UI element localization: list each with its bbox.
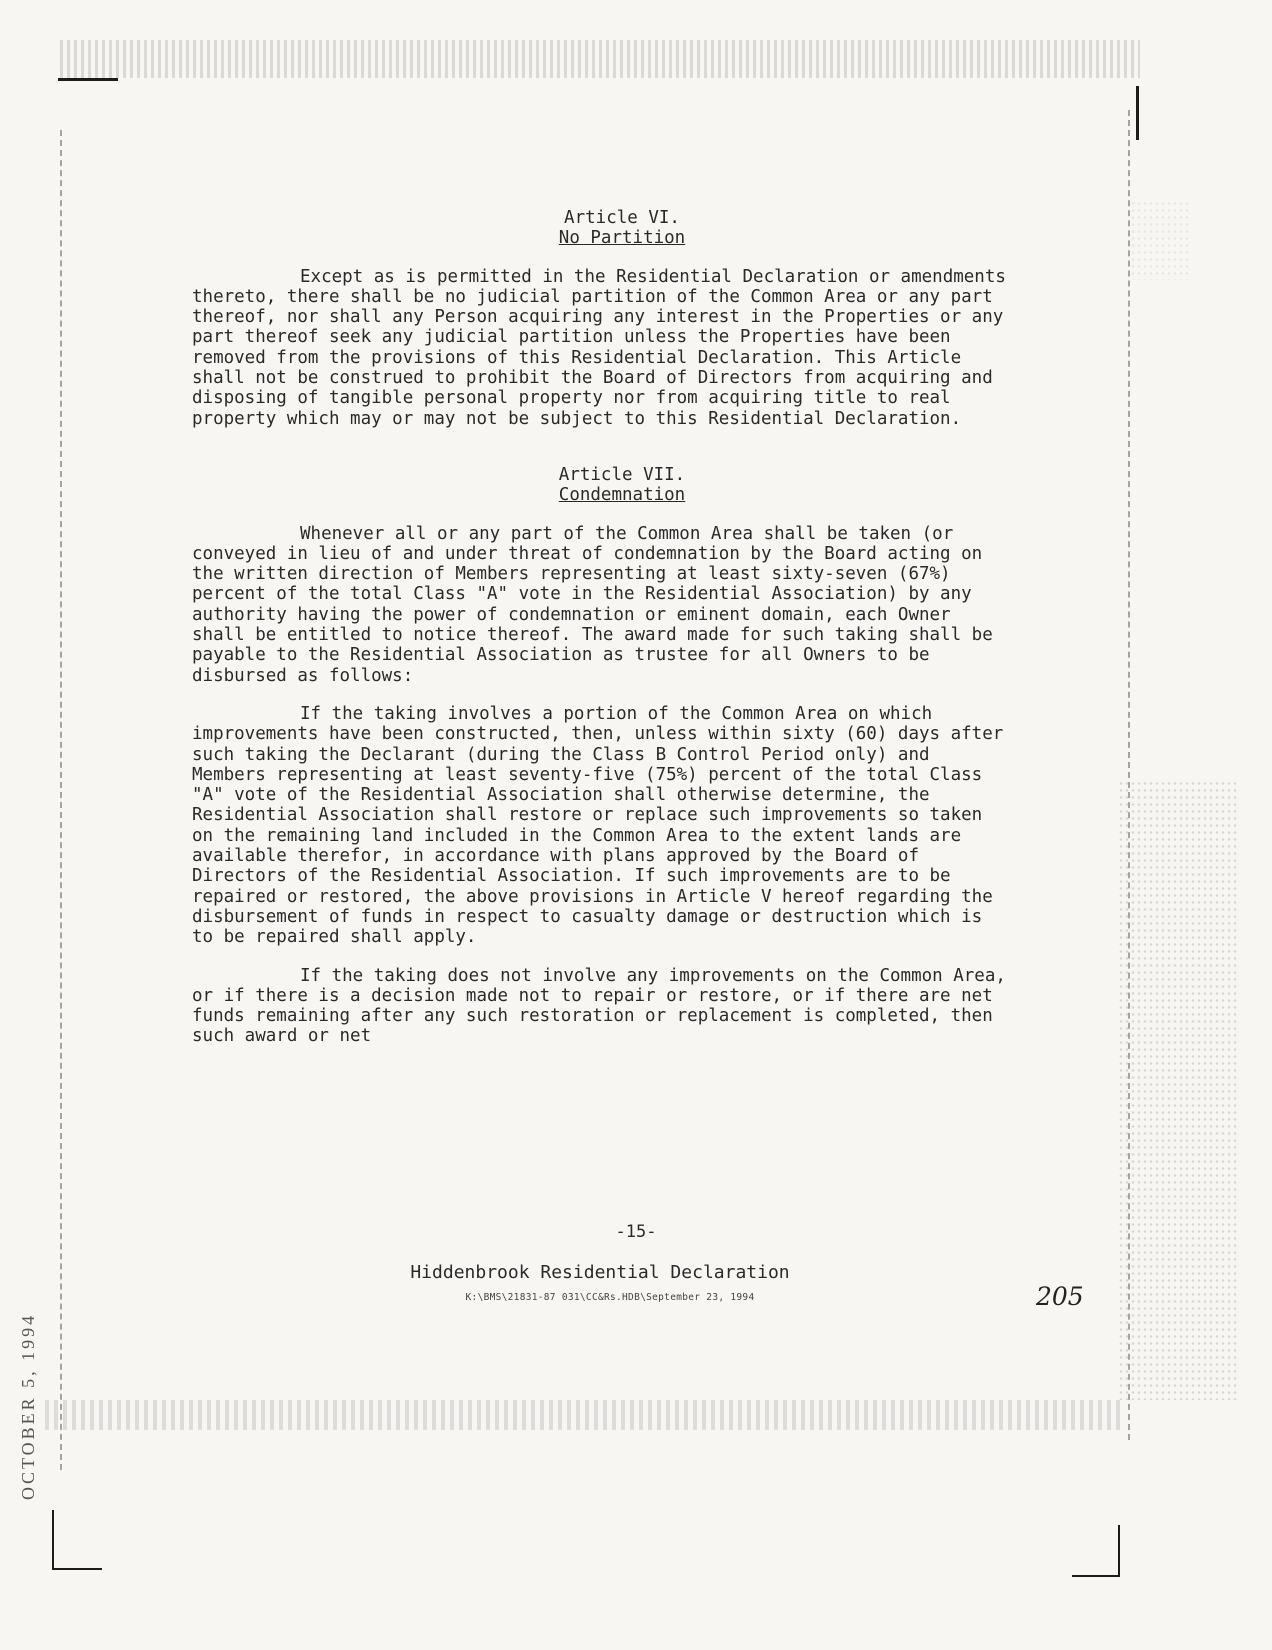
article-vii-title: Article VII.	[558, 464, 686, 485]
article-vii-paragraph: If the taking does not involve any improvements on the Common Area, or if there is a decision made not to repair or restore, or if there are net funds remaining after any such restoration or replacement is completed, then such award or net	[192, 965, 1006, 1047]
article-vi-title: Article VI.	[564, 208, 680, 228]
article-vii-paragraph: If the taking involves a portion of the Common Area on which improvements have been constructed, then, unless within sixty (60) days after such taking the Declarant (during the Class B Control Period only) and Members representing at least seventy-five (75%) percent of the total Class "A" vote of the Residential Association shall otherwise determine, the Residential Association shall restore or replace such improvements so taken on the remaining land included in the Common Area to the extent lands are available therefor, in accordance with plans approved by the Board of Directors of the Residential Association. If such improvements are to be repaired or restored, the above provisions in Article V hereof regarding the disbursement of funds in respect to casualty damage or destruction which is to be repaired shall apply.	[192, 703, 1004, 948]
document-title: Hiddenbrook Residential Declaration	[410, 1262, 790, 1283]
crop-mark-top-right-v	[1136, 86, 1139, 140]
scan-noise-bottom	[45, 1400, 1125, 1430]
article-vii-heading	[232, 465, 1012, 506]
page-number: -15-	[615, 1222, 657, 1242]
article-vi-paragraph: Except as is permitted in the Residential Declaration or amendments thereto, there shall be no judicial partition of the Common Area or any part thereof, nor shall any Person acquiring any interest in the Properties or any part thereof seek any judicial partition unless the Properties have been removed from the provisions of this Residential Declaration. This Article shall not be construed to prohibit the Board of Directors from acquiring and disposing of tangible personal property nor from acquiring title to real property which may or may not be subject to this Residential Declaration.	[192, 266, 1006, 429]
crop-mark-bottom-right-h	[1072, 1575, 1120, 1577]
crop-mark-bottom-right-v	[1118, 1525, 1120, 1577]
document-body	[192, 208, 1012, 1047]
article-vi-heading	[232, 208, 1012, 249]
left-margin-line	[60, 130, 62, 1470]
crop-mark-top-left	[58, 78, 118, 81]
scan-speckle-top-right	[1130, 200, 1190, 280]
crop-mark-bottom-left-h	[52, 1568, 102, 1570]
scan-speckle-right	[1118, 780, 1238, 1400]
article-vi-subtitle: No Partition	[558, 228, 686, 249]
side-date-stamp: OCTOBER 5, 1994	[18, 1312, 38, 1500]
article-vii-subtitle: Condemnation	[558, 485, 686, 506]
file-path: K:\BMS\21831-87 031\CC&Rs.HDB\September 23, 1994	[465, 1292, 755, 1303]
crop-mark-bottom-left-v	[52, 1510, 54, 1570]
scan-noise-top	[60, 40, 1140, 78]
article-vii-paragraph: Whenever all or any part of the Common Area shall be taken (or conveyed in lieu of and under threat of condemnation by the Board acting on the written direction of Members representing at least sixty-seven (67%) percent of the total Class "A" vote in the Residential Association) by any authority having the power of condemnation or eminent domain, each Owner shall be entitled to notice thereof. The award made for such taking shall be payable to the Residential Association as trustee for all Owners to be disbursed as follows:	[192, 523, 993, 686]
stamp-number: 205	[1036, 1282, 1084, 1311]
